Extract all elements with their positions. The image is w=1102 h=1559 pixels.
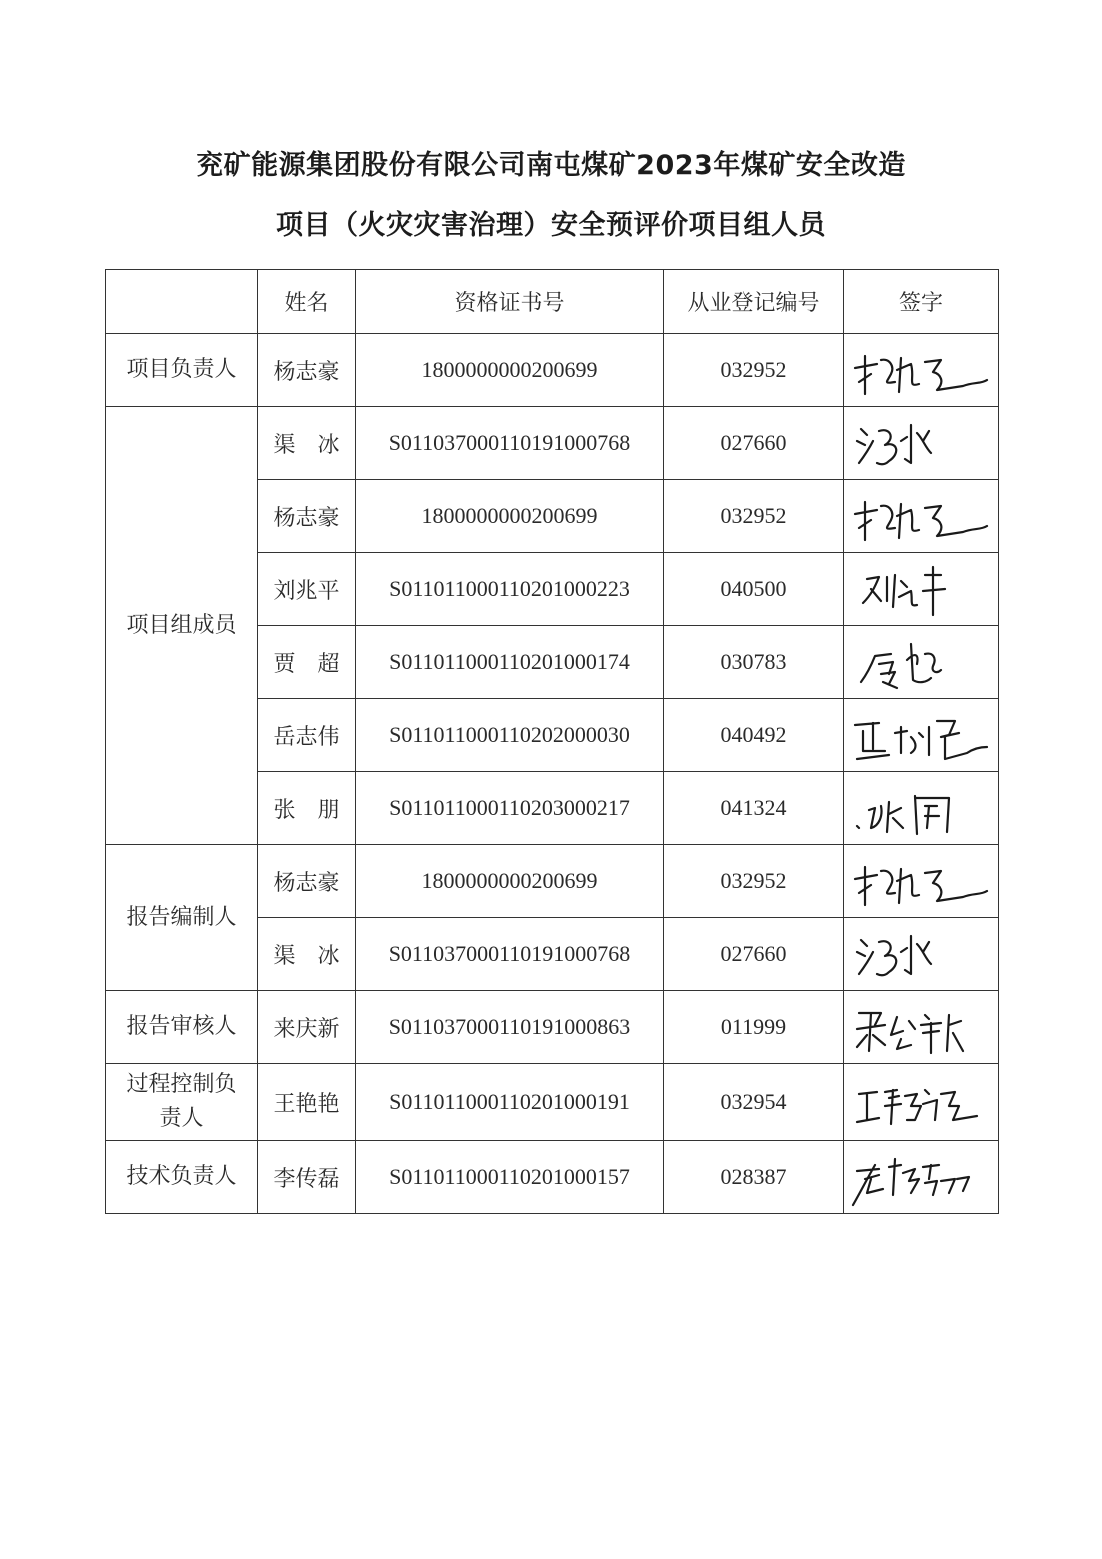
person-name: 贾 超 — [258, 626, 356, 699]
person-name: 李传磊 — [258, 1141, 356, 1214]
signature-cell — [844, 626, 999, 699]
person-name: 张 朋 — [258, 772, 356, 845]
registration-number: 040492 — [664, 699, 844, 772]
signature-cell — [844, 845, 999, 918]
registration-number: 032952 — [664, 480, 844, 553]
signature-cell — [844, 699, 999, 772]
table-header-row — [106, 270, 999, 334]
header-certificate: 资格证书号 — [356, 270, 664, 334]
registration-number: 041324 — [664, 772, 844, 845]
certificate-number: S011011000110203000217 — [356, 772, 664, 845]
person-name: 来庆新 — [258, 991, 356, 1064]
registration-number: 032952 — [664, 334, 844, 407]
header-role — [106, 270, 258, 334]
certificate-number: S011011000110201000174 — [356, 626, 664, 699]
role-process-control: 过程控制负责人 — [106, 1064, 258, 1141]
header-name: 姓名 — [258, 270, 356, 334]
header-signature: 签字 — [844, 270, 999, 334]
signature-cell — [844, 334, 999, 407]
certificate-number: S011037000110191000768 — [356, 918, 664, 991]
document-title-line-2: 项目（火灾灾害治理）安全预评价项目组人员 — [276, 210, 826, 241]
role-report-author: 报告编制人 — [106, 845, 258, 991]
handwritten-signature — [845, 1145, 997, 1209]
person-name: 渠 冰 — [258, 407, 356, 480]
certificate-number: 1800000000200699 — [356, 480, 664, 553]
handwritten-signature — [845, 411, 997, 475]
handwritten-signature — [845, 995, 997, 1059]
header-registration: 从业登记编号 — [664, 270, 844, 334]
person-name: 杨志豪 — [258, 845, 356, 918]
certificate-number: S011011000110202000030 — [356, 699, 664, 772]
handwritten-signature — [845, 776, 997, 840]
registration-number: 040500 — [664, 553, 844, 626]
signature-cell — [844, 918, 999, 991]
role-report-reviewer: 报告审核人 — [106, 991, 258, 1064]
role-members: 项目组成员 — [106, 407, 258, 845]
table-row — [106, 845, 999, 918]
table-row — [106, 1141, 999, 1214]
registration-number: 032952 — [664, 845, 844, 918]
signature-cell — [844, 553, 999, 626]
person-name: 刘兆平 — [258, 553, 356, 626]
handwritten-signature — [845, 922, 997, 986]
registration-number: 030783 — [664, 626, 844, 699]
person-name: 王艳艳 — [258, 1064, 356, 1141]
signature-cell — [844, 1141, 999, 1214]
role-project-lead: 项目负责人 — [106, 334, 258, 407]
handwritten-signature — [845, 703, 997, 767]
handwritten-signature — [845, 338, 997, 402]
person-name: 杨志豪 — [258, 480, 356, 553]
document-title-line-1: 兖矿能源集团股份有限公司南屯煤矿2023年煤矿安全改造 — [196, 150, 906, 181]
table-row — [106, 334, 999, 407]
signature-cell — [844, 1064, 999, 1141]
handwritten-signature — [845, 630, 997, 694]
certificate-number: S011037000110191000768 — [356, 407, 664, 480]
certificate-number: 1800000000200699 — [356, 845, 664, 918]
certificate-number: S011037000110191000863 — [356, 991, 664, 1064]
registration-number: 028387 — [664, 1141, 844, 1214]
person-name: 岳志伟 — [258, 699, 356, 772]
registration-number: 027660 — [664, 407, 844, 480]
person-name: 渠 冰 — [258, 918, 356, 991]
handwritten-signature — [845, 1070, 997, 1134]
personnel-table — [105, 269, 999, 1214]
handwritten-signature — [845, 557, 997, 621]
registration-number: 032954 — [664, 1064, 844, 1141]
handwritten-signature — [845, 484, 997, 548]
table-row — [106, 407, 999, 480]
registration-number: 027660 — [664, 918, 844, 991]
table-row — [106, 1064, 999, 1141]
signature-cell — [844, 480, 999, 553]
handwritten-signature — [845, 849, 997, 913]
certificate-number: 1800000000200699 — [356, 334, 664, 407]
certificate-number: S011011000110201000157 — [356, 1141, 664, 1214]
signature-cell — [844, 772, 999, 845]
table-row — [106, 991, 999, 1064]
role-tech-lead: 技术负责人 — [106, 1141, 258, 1214]
signature-cell — [844, 991, 999, 1064]
registration-number: 011999 — [664, 991, 844, 1064]
certificate-number: S011011000110201000223 — [356, 553, 664, 626]
person-name: 杨志豪 — [258, 334, 356, 407]
signature-cell — [844, 407, 999, 480]
certificate-number: S011011000110201000191 — [356, 1064, 664, 1141]
